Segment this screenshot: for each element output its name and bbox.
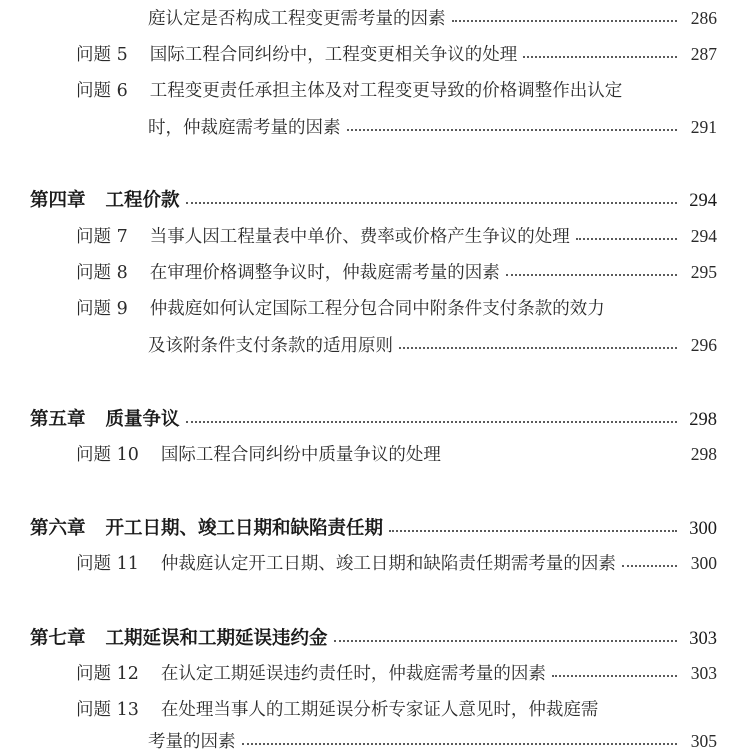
chapter-title: 工程价款 bbox=[105, 190, 180, 211]
toc-page-number: 303 bbox=[690, 663, 717, 683]
chapter-label: 第五章 bbox=[30, 409, 86, 430]
dot-leader bbox=[452, 19, 678, 22]
toc-entry-question-10[interactable] bbox=[76, 441, 717, 466]
chapter-title: 工期延误和工期延误违约金 bbox=[105, 628, 328, 649]
toc-entry-question-6[interactable] bbox=[76, 77, 717, 102]
toc-entry-question-9[interactable] bbox=[76, 295, 717, 320]
toc-page-number: 291 bbox=[690, 117, 717, 137]
toc-page-number: 286 bbox=[690, 8, 717, 28]
question-label: 问题 13 bbox=[76, 700, 139, 720]
question-label: 问题 8 bbox=[76, 263, 128, 283]
toc-entry-continuation bbox=[148, 114, 717, 139]
chapter-label: 第四章 bbox=[30, 190, 86, 211]
toc-entry-title: 在认定工期延误违约责任时，仲裁庭需考量的因素 bbox=[160, 664, 546, 684]
dot-leader bbox=[389, 529, 677, 532]
toc-entry-title: 庭认定是否构成工程变更需考量的因素 bbox=[148, 9, 446, 29]
dot-leader bbox=[399, 346, 677, 349]
question-label: 问题 11 bbox=[76, 554, 139, 574]
toc-entry-question-13[interactable] bbox=[76, 696, 717, 721]
chapter-title: 质量争议 bbox=[105, 409, 180, 430]
toc-entry-question-11[interactable] bbox=[76, 550, 717, 575]
dot-leader bbox=[523, 55, 677, 58]
toc-entry-title: 国际工程合同纠纷中质量争议的处理 bbox=[160, 445, 441, 465]
toc-page-number: 294 bbox=[689, 191, 717, 211]
question-label: 问题 7 bbox=[76, 227, 128, 247]
toc-chapter-6[interactable] bbox=[30, 514, 717, 540]
toc-entry-question-8[interactable] bbox=[76, 259, 717, 284]
toc-chapter-4[interactable] bbox=[30, 186, 717, 212]
dot-leader bbox=[447, 455, 677, 458]
toc-entry-title: 在审理价格调整争议时，仲裁庭需考量的因素 bbox=[149, 263, 500, 283]
toc-entry-title: 当事人因工程量表中单价、费率或价格产生争议的处理 bbox=[149, 227, 570, 247]
dot-leader bbox=[622, 564, 677, 567]
toc-page-number: 296 bbox=[690, 335, 717, 355]
toc-entry-title: 国际工程合同纠纷中，工程变更相关争议的处理 bbox=[149, 45, 518, 65]
question-label: 问题 10 bbox=[76, 445, 139, 465]
toc-entry-title: 时，仲裁庭需考量的因素 bbox=[148, 118, 341, 138]
dot-leader bbox=[242, 742, 678, 745]
toc-entry-continuation bbox=[148, 332, 717, 357]
toc-page-number: 295 bbox=[690, 262, 717, 282]
toc-chapter-5[interactable] bbox=[30, 405, 717, 431]
chapter-label: 第六章 bbox=[30, 518, 86, 539]
toc-page-number: 305 bbox=[690, 731, 717, 751]
toc-page-number: 300 bbox=[690, 553, 717, 573]
toc-entry-title: 仲裁庭如何认定国际工程分包合同中附条件支付条款的效力 bbox=[149, 299, 605, 319]
question-label: 问题 12 bbox=[76, 664, 139, 684]
toc-page-number: 298 bbox=[690, 444, 717, 464]
toc-entry-title: 在处理当事人的工期延误分析专家证人意见时，仲裁庭需 bbox=[160, 700, 599, 720]
toc-entry-continuation bbox=[148, 728, 717, 753]
toc-entry-question-7[interactable] bbox=[76, 223, 717, 248]
question-label: 问题 5 bbox=[76, 45, 128, 65]
toc-entry-title: 工程变更责任承担主体及对工程变更导致的价格调整作出认定 bbox=[149, 81, 623, 101]
toc-page-number: 300 bbox=[689, 519, 717, 539]
toc-page-number: 287 bbox=[690, 44, 717, 64]
toc-entry-continuation bbox=[148, 5, 717, 30]
dot-leader bbox=[334, 639, 677, 642]
dot-leader bbox=[576, 237, 677, 240]
question-label: 问题 9 bbox=[76, 299, 128, 319]
toc-chapter-7[interactable] bbox=[30, 624, 717, 650]
dot-leader bbox=[552, 674, 677, 677]
toc-entry-title: 及该附条件支付条款的适用原则 bbox=[148, 336, 393, 356]
question-label: 问题 6 bbox=[76, 81, 128, 101]
chapter-title: 开工日期、竣工日期和缺陷责任期 bbox=[105, 518, 384, 539]
chapter-label: 第七章 bbox=[30, 628, 86, 649]
dot-leader bbox=[347, 128, 678, 131]
toc-page-number: 298 bbox=[689, 410, 717, 430]
dot-leader bbox=[186, 201, 677, 204]
toc-entry-question-5[interactable] bbox=[76, 41, 717, 66]
toc-page-number: 303 bbox=[689, 629, 717, 649]
toc-entry-title: 仲裁庭认定开工日期、竣工日期和缺陷责任期需考量的因素 bbox=[160, 554, 616, 574]
toc-entry-title: 考量的因素 bbox=[148, 732, 236, 752]
toc-page-number: 294 bbox=[690, 226, 717, 246]
toc-entry-question-12[interactable] bbox=[76, 660, 717, 685]
dot-leader bbox=[186, 420, 677, 423]
dot-leader bbox=[506, 273, 677, 276]
